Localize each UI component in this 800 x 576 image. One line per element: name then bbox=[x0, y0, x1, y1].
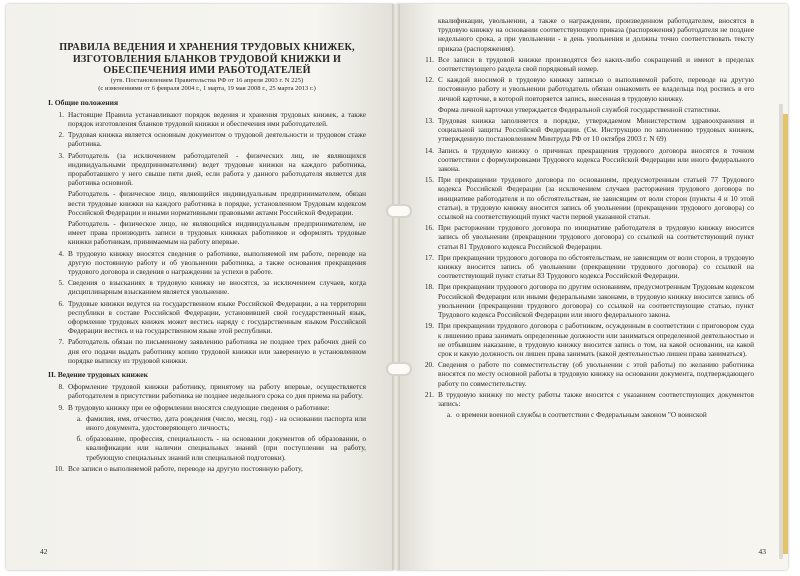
continuation-paragraph: квалификации, увольнении, а также о награждении, произведенном работодателем, вносятся в трудовую книжку на основании соответствующего приказа (распоряжения) работодателя не позднее недельного срока, а при увольнении - в день увольнения и должны точно соответствовать тексту приказа (распоряжения). bbox=[438, 16, 754, 53]
item-text: о времени военной службы в соответствии с Федеральным законом "О воинской bbox=[456, 410, 707, 420]
item-number: 2. bbox=[58, 130, 64, 140]
item-number: 21. bbox=[424, 389, 434, 399]
left-page bbox=[6, 4, 394, 570]
item-number: 18. bbox=[424, 282, 434, 292]
list-item bbox=[418, 55, 754, 73]
item-number: 7. bbox=[58, 337, 64, 347]
item-number: 12. bbox=[424, 75, 434, 85]
paragraph: Работодатель - физическое лицо, не являющийся индивидуальным предпринимателем, не имеет права производить записи в трудовых книжках работников и оформлять трудовые книжки работникам, принимаемым на работу впервые. bbox=[68, 218, 366, 247]
list-item bbox=[48, 403, 366, 412]
list-item bbox=[418, 360, 754, 388]
item-text: При расторжении трудового договора по инициативе работодателя в трудовую книжку вносится запись об увольнении (прекращении трудового договора) со ссылкой на соответствующий пункт статьи 81 Трудового кодекса Российской Федерации. bbox=[438, 223, 754, 251]
list-item bbox=[418, 146, 754, 174]
paragraph: Форма личной карточки утверждается Федеральной службой государственной статистики. bbox=[438, 104, 721, 114]
item-number: 10. bbox=[54, 463, 64, 473]
list-item bbox=[48, 249, 366, 277]
list-item bbox=[418, 116, 754, 144]
item-text: При прекращении трудового договора по обстоятельствам, не зависящим от воли сторон, в трудовую книжку вносится запись об увольнении (прекращении трудового договора) со ссылкой на соответствующий пункт статьи 83 Трудового кодекса Российской Федерации. bbox=[438, 252, 754, 281]
item-number: 1. bbox=[58, 109, 64, 119]
list-item bbox=[418, 223, 754, 251]
item-text: В трудовую книжку вносятся сведения о работнике, выполняемой им работе, переводе на другую постоянную работу и об увольнении работника, а также основания прекращения трудового договора и сведения о награждении за успехи в работе. bbox=[68, 248, 366, 276]
item-text: Настоящие Правила устанавливают порядок ведения и хранения трудовых книжек, а также порядок изготовления бланков трудовой книжки и обеспечения ими работодателей. bbox=[68, 109, 366, 128]
right-page bbox=[396, 4, 788, 570]
item-letter: а. bbox=[446, 410, 452, 420]
approval-note: (утв. Постановлением Правительства РФ от 16 апреля 2003 г. N 225) bbox=[110, 76, 304, 84]
item-text: При прекращении трудового договора по другим основаниям, предусмотренным Трудовым кодексом Российской Федерации или иными федеральными законами, в трудовую книжку вносится запись об увольнении (прекращении трудового договора) со ссылкой на соответствующие статью, пункт Трудового кодекса Российской Федерации или иного федерального закона. bbox=[438, 282, 754, 320]
item-text: Все записи о выполняемой работе, переводе на другую постоянную работу, bbox=[68, 463, 303, 473]
list-item bbox=[48, 337, 366, 365]
item-number: 9. bbox=[58, 402, 64, 412]
item-text: образование, профессия, специальность - на основании документов об образовании, о квалификации или наличии специальных знаний (при поступлении на работу, требующую специальных знаний или специальной подготовки). bbox=[86, 434, 366, 462]
list-item bbox=[48, 110, 366, 128]
list-item bbox=[418, 175, 754, 221]
sub-list-item bbox=[418, 410, 754, 419]
paragraph: Работодатель - физическое лицо, являющийся индивидуальным предпринимателем, обязан вести трудовые книжки на каждого работника в порядке, установленном Трудовым кодексом Российской Федерации и иными нормативными правовыми актами Российской Федерации. bbox=[68, 189, 366, 217]
item-number: 20. bbox=[424, 360, 434, 370]
item-text: При прекращении трудового договора с работником, осужденным в соответствии с приговором суда к лишению права занимать определенные должности или заниматься определенной деятельностью и не отбывшим наказание, в трудовую книжку вносится запись о том, на какой основании, на какой срок и какую должность он лишен права занимать (какой деятельностью лишен права заниматься). bbox=[438, 321, 754, 358]
item-text: Оформление трудовой книжки работнику, принятому на работу впервые, осуществляется работодателем в присутствии работника не позднее недельного срока со дня приема на работу. bbox=[68, 382, 366, 401]
item-number: 3. bbox=[58, 150, 64, 160]
item-text: Трудовая книжка заполняется в порядке, утверждаемом Министерством здравоохранения и социальной защиты Российской Федерации. (См. Инструкцию по заполнению трудовых книжек, утвержденную постановлением Минтруда РФ от 10 октября 2003 г. N 69) bbox=[438, 116, 754, 144]
amendments-note: (с изменениями от 6 февраля 2004 г., 1 марта, 19 мая 2008 г., 25 марта 2013 г.) bbox=[98, 84, 316, 92]
section-heading-maintenance: II. Ведение трудовых книжек bbox=[48, 369, 148, 379]
list-item bbox=[418, 321, 754, 358]
list-item bbox=[418, 282, 754, 319]
item-number: 8. bbox=[58, 382, 64, 392]
book-spine bbox=[392, 4, 400, 570]
item-text: Трудовые книжки ведутся на государственном языке Российской Федерации, а на территории республики в составе Российской Федерации, установившей свой государственный язык, оформление трудовых книжек может вестись наряду с государственным языком Российской Федерации вестись и на государственном языке этой республики. bbox=[68, 298, 366, 336]
sub-list-item bbox=[48, 434, 366, 462]
item-letter: б. bbox=[76, 434, 82, 444]
list-item bbox=[48, 151, 366, 188]
sub-list-item bbox=[48, 414, 366, 432]
item-text: Сведения о взысканиях в трудовую книжку не вносятся, за исключением случаев, когда дисциплинарным взысканием является увольнение. bbox=[68, 278, 366, 297]
list-item bbox=[418, 253, 754, 281]
left-page-content bbox=[48, 42, 366, 475]
item-text: Работодатель обязан по письменному заявлению работника не позднее трех рабочих дней со дня его подачи выдать работнику копию трудовой книжки или заверенную в установленном порядке выписку из трудовой книжки. bbox=[68, 337, 366, 365]
item-number: 4. bbox=[58, 248, 64, 258]
item-number: 17. bbox=[424, 252, 434, 262]
list-item bbox=[418, 390, 754, 408]
bookmark-tab bbox=[783, 114, 788, 554]
binding-ring bbox=[386, 362, 412, 376]
item-text: При прекращении трудового договора по основаниям, предусмотренным статьей 77 Трудового кодекса Российской Федерации (за исключением случаев расторжения трудового договора по инициативе работодателя и по обстоятельствам, не зависящим от воли сторон (пункты 4 и 10 этой статьи), в трудовую книжку вносится запись об увольнении (прекращении трудового договора) со ссылкой на соответствующий пункт части первой указанной статьи. bbox=[438, 175, 754, 222]
list-item bbox=[418, 75, 754, 103]
page-number-left: 42 bbox=[40, 547, 48, 556]
item-number: 16. bbox=[424, 223, 434, 233]
list-item bbox=[48, 278, 366, 296]
item-text: фамилия, имя, отчество, дата рождения (число, месяц, год) - на основании паспорта или иного документа, удостоверяющего личность; bbox=[86, 413, 366, 432]
item-number: 6. bbox=[58, 298, 64, 308]
list-item bbox=[48, 382, 366, 400]
list-item bbox=[48, 464, 366, 473]
document-title: ПРАВИЛА ВЕДЕНИЯ И ХРАНЕНИЯ ТРУДОВЫХ КНИЖЕК, ИЗГОТОВЛЕНИЯ БЛАНКОВ ТРУДОВОЙ КНИЖКИ И ОБЕСПЕЧЕНИЯ ИМИ РАБОТОДАТЕЛЕЙ bbox=[59, 42, 355, 76]
item-number: 13. bbox=[424, 116, 434, 126]
item-text: Все записи в трудовой книжке производятся без каких-либо сокращений и имеют в пределах соответствующего раздела свой порядковый номер. bbox=[438, 54, 754, 74]
item-text: Работодатель (за исключением работодателей - физических лиц, не являющихся индивидуальными предпринимателями) ведет трудовые книжки на каждого работника, проработавшего у него свыше пяти дней, если работа у данного работодателя является для работника основной. bbox=[68, 150, 366, 188]
list-item bbox=[48, 299, 366, 336]
open-book bbox=[6, 4, 794, 570]
list-item bbox=[48, 130, 366, 148]
item-text: Сведения о работе по совместительству (об увольнении с этой работы) по желанию работника вносятся по месту основной работы в трудовую книжку на основании документа, подтверждающего работу по совместительству. bbox=[438, 360, 754, 388]
item-text: В трудовую книжку по месту работы также вносится с указанием соответствующих документов запись: bbox=[438, 389, 754, 408]
item-number: 19. bbox=[424, 321, 434, 331]
item-text: Трудовая книжка является основным документом о трудовой деятельности и трудовом стаже работника. bbox=[68, 130, 366, 149]
item-number: 15. bbox=[424, 175, 434, 185]
section-heading-general: I. Общие положения bbox=[48, 97, 119, 107]
item-letter: а. bbox=[76, 413, 82, 423]
binding-ring bbox=[386, 204, 412, 218]
item-text: С каждой вносимой в трудовую книжку записью о выполняемой работе, переводе на другую постоянную работу и увольнении работодатель обязан ознакомить ее владельца под роспись в его личной карточке, в которой повторяется запись, внесенная в трудовую книжку. bbox=[438, 75, 754, 103]
right-page-content bbox=[418, 16, 754, 421]
item-number: 5. bbox=[58, 278, 64, 288]
page-number-right: 43 bbox=[758, 547, 766, 556]
item-number: 11. bbox=[425, 54, 434, 64]
item-number: 14. bbox=[424, 145, 434, 155]
item-text: Запись в трудовую книжку о причинах прекращения трудового договора вносятся в точном соответствии с формулировками Трудового кодекса Российской Федерации или иного федерального закона. bbox=[438, 145, 754, 174]
item-text: В трудовую книжку при ее оформлении вносятся следующие сведения о работнике: bbox=[68, 402, 330, 412]
